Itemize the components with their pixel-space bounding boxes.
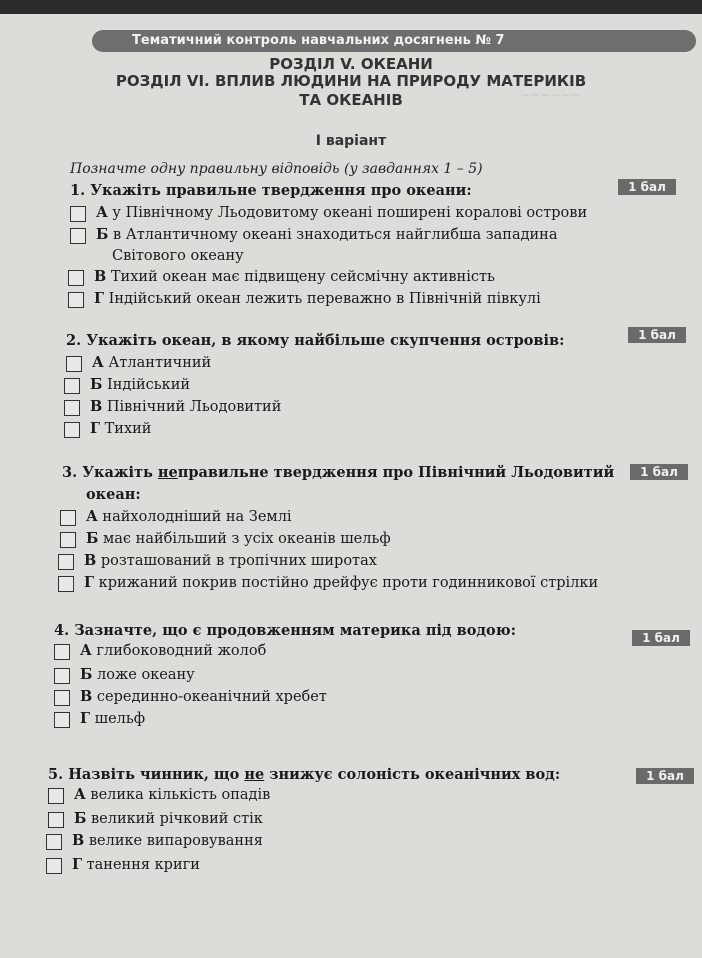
points-badge: 1 бал — [628, 327, 686, 343]
answer-checkbox[interactable] — [64, 400, 80, 416]
answer-checkbox[interactable] — [46, 834, 62, 850]
option-q5-c: В велике випаровування — [72, 832, 263, 849]
option-q1-d: Г Індійський океан лежить переважно в Північній півкулі — [94, 290, 541, 307]
bleed-through-text: ~~~~~~ — [520, 88, 581, 102]
question-text-emphasis: не — [157, 464, 178, 481]
question-number: 2. — [66, 332, 82, 349]
option-q3-b: Б має найбільший з усіх океанів шельф — [86, 530, 391, 547]
option-q3-a: А найхолодніший на Землі — [86, 508, 292, 525]
question-number: 5. — [48, 766, 64, 783]
option-q5-b: Б великий річковий стік — [74, 810, 263, 827]
question-3-cont: океан: — [86, 486, 141, 503]
points-badge: 1 бал — [618, 179, 676, 195]
question-text: Укажіть правильне твердження про океани: — [90, 182, 472, 199]
option-q1-b-cont: Світового океану — [112, 248, 244, 264]
subsection-title-line1: РОЗДІЛ VI. ВПЛИВ ЛЮДИНИ НА ПРИРОДУ МАТЕРИКІВ — [115, 72, 587, 90]
answer-checkbox[interactable] — [60, 532, 76, 548]
answer-checkbox[interactable] — [58, 554, 74, 570]
option-q1-a: А у Північному Льодовитому океані поширені коралові острови — [96, 204, 588, 221]
section-title: РОЗДІЛ V. ОКЕАНИ — [269, 55, 433, 73]
question-3 — [62, 464, 614, 481]
answer-checkbox[interactable] — [54, 644, 70, 660]
option-q4-b: Б ложе океану — [80, 666, 195, 683]
question-text-emphasis: не — [244, 766, 265, 783]
answer-checkbox[interactable] — [54, 690, 70, 706]
option-q3-c: В розташований в тропічних широтах — [84, 552, 377, 569]
answer-checkbox[interactable] — [66, 356, 82, 372]
question-text: знижує солоність океанічних вод: — [264, 766, 561, 783]
answer-checkbox[interactable] — [68, 292, 84, 308]
points-badge: 1 бал — [636, 768, 694, 784]
question-text: Зазначте, що є продовженням материка під водою: — [74, 622, 516, 639]
question-text: Укажіть — [82, 464, 158, 481]
variant-title: I варіант — [315, 133, 387, 149]
answer-checkbox[interactable] — [64, 378, 80, 394]
option-q2-d: Г Тихий — [90, 420, 152, 437]
option-q2-b: Б Індійський — [90, 376, 191, 393]
question-number: 1. — [70, 182, 86, 199]
answer-checkbox[interactable] — [70, 228, 86, 244]
question-text: Укажіть океан, в якому найбільше скупчення островів: — [86, 332, 565, 349]
answer-checkbox[interactable] — [46, 858, 62, 874]
points-badge: 1 бал — [632, 630, 690, 646]
answer-checkbox[interactable] — [60, 510, 76, 526]
option-q2-c: В Північний Льодовитий — [90, 398, 282, 415]
question-5 — [48, 766, 560, 783]
option-q2-a: А Атлантичний — [92, 354, 212, 371]
option-q1-b: Б в Атлантичному океані знаходиться найглибша западина — [96, 226, 558, 243]
option-q4-d: Г шельф — [80, 710, 146, 727]
question-text: Назвіть чинник, що — [68, 766, 245, 783]
instruction: Позначте одну правильну відповідь (у завданнях 1 – 5) — [70, 161, 483, 177]
answer-checkbox[interactable] — [64, 422, 80, 438]
option-q4-c: В серединно-океанічний хребет — [80, 688, 327, 705]
option-q5-a: А велика кількість опадів — [74, 786, 271, 803]
worksheet-page — [0, 14, 702, 958]
question-4 — [54, 622, 516, 639]
question-text: правильне твердження про Північний Льодовитий — [177, 464, 615, 481]
subsection-title-line2: ТА ОКЕАНІВ — [299, 91, 403, 109]
answer-checkbox[interactable] — [54, 712, 70, 728]
header-banner: Тематичний контроль навчальних досягнень № 7 — [92, 30, 696, 52]
option-q4-a: А глибоководний жолоб — [80, 642, 267, 659]
option-q3-d: Г крижаний покрив постійно дрейфує проти годинникової стрілки — [84, 574, 599, 591]
option-q1-c: В Тихий океан має підвищену сейсмічну активність — [94, 268, 495, 285]
question-number: 4. — [54, 622, 70, 639]
question-1 — [70, 182, 472, 199]
question-number: 3. — [62, 464, 78, 481]
answer-checkbox[interactable] — [48, 788, 64, 804]
subsection-title — [0, 72, 702, 110]
option-q5-d: Г танення криги — [72, 856, 200, 873]
answer-checkbox[interactable] — [68, 270, 84, 286]
answer-checkbox[interactable] — [58, 576, 74, 592]
answer-checkbox[interactable] — [70, 206, 86, 222]
answer-checkbox[interactable] — [54, 668, 70, 684]
question-2 — [66, 332, 564, 349]
answer-checkbox[interactable] — [48, 812, 64, 828]
points-badge: 1 бал — [630, 464, 688, 480]
